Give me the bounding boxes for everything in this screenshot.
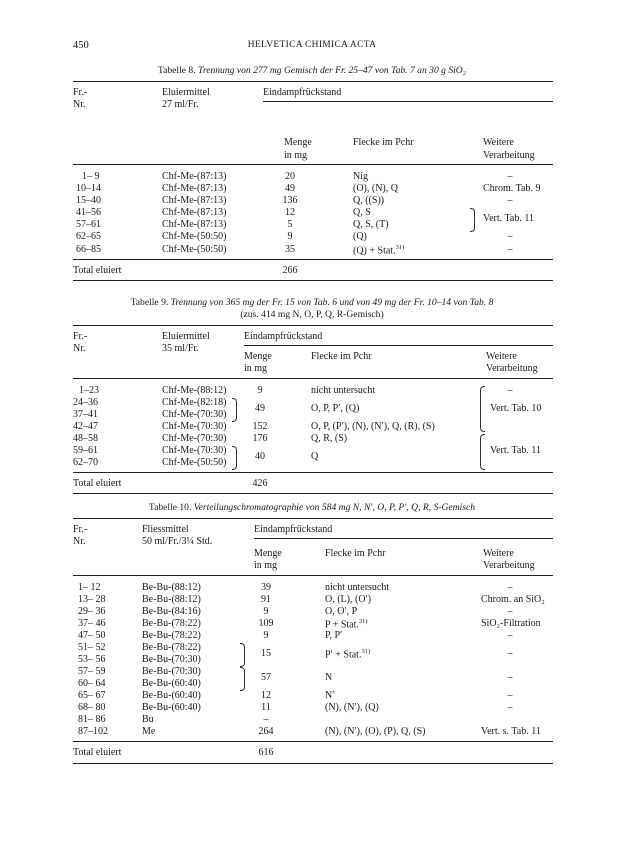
fraction-cell: 59–61 xyxy=(73,445,98,456)
fraction-cell: 1– 12 xyxy=(78,582,101,593)
group-mass-cell: 40 xyxy=(255,451,265,462)
eluent-cell: Be-Bu-(84:16) xyxy=(142,606,201,617)
header-fr: Fr.- xyxy=(73,524,88,535)
eluent-cell: Chf-Me-(87:13) xyxy=(162,219,227,230)
rule xyxy=(244,345,553,346)
rule xyxy=(73,518,553,519)
fraction-cell: 51– 52 xyxy=(78,642,106,653)
header-weitere: Weitere xyxy=(483,137,514,148)
brace xyxy=(480,434,485,470)
fraction-cell: 60– 64 xyxy=(78,678,106,689)
spots-cell: N′ xyxy=(325,690,335,701)
header-menge: Menge xyxy=(244,351,272,362)
page-number: 450 xyxy=(73,40,89,51)
header-menge: Menge xyxy=(254,548,282,559)
total-label: Total eluiert xyxy=(73,265,122,276)
header-mobile-phase: Fliessmittel xyxy=(142,524,189,535)
eluent-cell: Be-Bu-(78:22) xyxy=(142,630,201,641)
total-value: 616 xyxy=(258,747,274,758)
total-value: 426 xyxy=(252,478,268,489)
header-flecke: Flecke im Pchr xyxy=(353,137,414,148)
processing-cell: Vert. s. Tab. 11 xyxy=(481,726,541,737)
fraction-cell: 42–47 xyxy=(73,421,98,432)
spots-cell: Q, R, (S) xyxy=(311,433,348,444)
fraction-cell: 87–102 xyxy=(78,726,108,737)
processing-cell: – xyxy=(507,385,513,396)
eluent-cell: Be-Bu-(78:22) xyxy=(142,618,201,629)
eluent-cell: Chf-Me-(70:30) xyxy=(162,421,227,432)
eluent-cell: Chf-Me-(87:13) xyxy=(162,195,227,206)
eluent-cell: Chf-Me-(70:30) xyxy=(162,433,227,444)
eluent-cell: Be-Bu-(70:30) xyxy=(142,654,201,665)
mass-cell: 20 xyxy=(285,171,295,182)
group-processing-cell: Vert. Tab. 11 xyxy=(490,445,541,456)
spots-cell xyxy=(325,618,368,630)
brace xyxy=(232,446,237,470)
group-processing-cell: – xyxy=(507,648,513,659)
table-10-label: Tabelle 10. xyxy=(148,502,192,513)
header-flecke: Flecke im Pchr xyxy=(325,548,386,559)
rule xyxy=(73,575,553,576)
eluent-cell: Be-Bu-(70:30) xyxy=(142,666,201,677)
spots-cell: O, P, (P′), (N), (N′), Q, (R), (S) xyxy=(311,421,435,432)
header-fr: Fr.- xyxy=(73,331,88,342)
fraction-cell: 37– 46 xyxy=(78,618,106,629)
spots-cell: (N), (N′), (O), (P), Q, (S) xyxy=(325,726,426,737)
header-eluent: Eluiermittel xyxy=(162,331,210,342)
rule xyxy=(73,763,553,764)
fraction-cell: 57– 59 xyxy=(78,666,106,677)
group-spots-cell: Q xyxy=(311,451,319,462)
rule xyxy=(73,493,553,494)
group-mass-cell: 57 xyxy=(261,672,271,683)
fraction-cell: 62–70 xyxy=(73,457,98,468)
spots-text: (Q) + Stat. xyxy=(353,245,396,257)
spots-cell: nicht untersucht xyxy=(325,582,390,593)
fraction-cell: 41–56 xyxy=(76,207,101,218)
rule xyxy=(73,472,553,473)
fraction-cell: 15–40 xyxy=(76,195,101,206)
eluent-cell: Be-Bu-(60:40) xyxy=(142,678,201,689)
footnote-ref: 31) xyxy=(395,244,405,251)
fraction-cell: 81– 86 xyxy=(78,714,106,725)
rule xyxy=(73,741,553,742)
fraction-cell: 1–23 xyxy=(79,385,99,396)
spots-cell: Q, ((S)) xyxy=(353,195,385,206)
eluent-cell: Chf-Me-(82:18) xyxy=(162,397,227,408)
header-verarbeitung: Verarbeitung xyxy=(483,150,535,161)
eluent-cell: Bu xyxy=(142,714,154,725)
group-mass-cell: 15 xyxy=(261,648,271,659)
processing-cell: – xyxy=(507,195,513,206)
group-spots-cell xyxy=(325,648,370,660)
processing-cell: – xyxy=(507,244,513,255)
eluent-cell: Me xyxy=(142,726,156,737)
processing-cell: – xyxy=(507,231,513,242)
eluent-cell: Chf-Me-(87:13) xyxy=(162,183,227,194)
group-spots-cell: O, P, P′, (Q) xyxy=(311,403,360,414)
spots-cell: Q, S, (T) xyxy=(353,219,389,230)
rule xyxy=(73,164,553,165)
header-flecke: Flecke im Pchr xyxy=(311,351,372,362)
mass-cell: 9 xyxy=(287,231,293,242)
mass-cell: 12 xyxy=(285,207,295,218)
eluent-cell: Chf-Me-(70:30) xyxy=(162,445,227,456)
fraction-cell: 29– 36 xyxy=(78,606,106,617)
table-9-label: Tabelle 9. xyxy=(130,297,169,308)
group-spots-cell: N xyxy=(325,672,333,683)
spots-cell: Q, S xyxy=(353,207,371,218)
rule xyxy=(73,378,553,379)
spots-cell: O, (L), (O′) xyxy=(325,594,372,605)
header-verarbeitung: Verarbeitung xyxy=(483,560,535,571)
mass-cell: 9 xyxy=(263,606,269,617)
mass-cell: – xyxy=(263,714,269,725)
fraction-cell: 53– 56 xyxy=(78,654,106,665)
processing-cell: Chrom. an SiO₂ xyxy=(481,594,545,605)
table-10-title: Verteilungschromatographie von 584 mg N, N′, O, P, P′, Q, R, S-Gemisch xyxy=(193,502,476,513)
eluent-cell: Be-Bu-(60:40) xyxy=(142,690,201,701)
brace xyxy=(480,386,485,432)
fraction-cell: 66–85 xyxy=(76,244,101,255)
mass-cell: 11 xyxy=(261,702,271,713)
rule xyxy=(73,81,553,82)
mass-cell: 9 xyxy=(263,630,269,641)
header-in-mg: in mg xyxy=(284,150,308,161)
mass-cell: 12 xyxy=(261,690,271,701)
brace xyxy=(240,667,245,691)
mass-cell: 35 xyxy=(285,244,295,255)
brace xyxy=(470,208,475,232)
processing-cell: – xyxy=(507,630,513,641)
header-nr: Nr. xyxy=(73,343,86,354)
header-in-mg: in mg xyxy=(254,560,278,571)
group-processing-cell: Vert. Tab. 11 xyxy=(483,213,534,224)
rule xyxy=(73,280,553,281)
header-weitere: Weitere xyxy=(486,351,517,362)
eluent-cell: Be-Bu-(88:12) xyxy=(142,582,201,593)
fraction-cell: 48–58 xyxy=(73,433,98,444)
header-in-mg: in mg xyxy=(244,363,268,374)
header-eluent-volume: 27 ml/Fr. xyxy=(162,99,199,110)
processing-cell: – xyxy=(507,582,513,593)
footnote-ref: 31) xyxy=(361,648,371,655)
eluent-cell: Chf-Me-(88:12) xyxy=(162,385,227,396)
mass-cell: 9 xyxy=(257,385,263,396)
rule xyxy=(73,325,553,326)
total-value: 266 xyxy=(282,265,298,276)
processing-cell: – xyxy=(507,690,513,701)
header-weitere: Weitere xyxy=(483,548,514,559)
table-9-subtitle: (zus. 414 mg N, O, P, Q, R-Gemisch) xyxy=(240,309,384,320)
header-residue: Eindampfrückstand xyxy=(254,524,333,535)
mass-cell: 39 xyxy=(261,582,271,593)
mass-cell: 176 xyxy=(252,433,268,444)
table-9-caption xyxy=(0,297,624,308)
group-processing-cell: – xyxy=(507,672,513,683)
spots-text: P′ + Stat. xyxy=(325,649,362,661)
header-residue: Eindampfrückstand xyxy=(244,331,323,342)
spots-cell xyxy=(353,244,404,256)
fraction-cell: 10–14 xyxy=(76,183,101,194)
eluent-cell: Be-Bu-(60:40) xyxy=(142,702,201,713)
footnote-ref: 31) xyxy=(358,618,368,625)
eluent-cell: Be-Bu-(88:12) xyxy=(142,594,201,605)
fraction-cell: 1– 9 xyxy=(82,171,100,182)
brace xyxy=(240,643,245,667)
header-fr: Fr.- xyxy=(73,87,88,98)
group-processing-cell: Vert. Tab. 10 xyxy=(490,403,542,414)
processing-cell: Chrom. Tab. 9 xyxy=(483,183,541,194)
journal-title: HELVETICA CHIMICA ACTA xyxy=(247,40,377,50)
processing-cell: – xyxy=(507,702,513,713)
header-eluent: Eluiermittel xyxy=(162,87,210,98)
fraction-cell: 37–41 xyxy=(73,409,98,420)
eluent-cell: Chf-Me-(70:30) xyxy=(162,409,227,420)
mass-cell: 49 xyxy=(285,183,295,194)
header-verarbeitung: Verarbeitung xyxy=(486,363,538,374)
table-10-caption xyxy=(0,502,624,513)
mass-cell: 136 xyxy=(282,195,298,206)
fraction-cell: 68– 80 xyxy=(78,702,106,713)
fraction-cell: 57–61 xyxy=(76,219,101,230)
spots-cell: (O), (N), Q xyxy=(353,183,398,194)
group-mass-cell: 49 xyxy=(255,403,265,414)
spots-cell: (N), (N′), (Q) xyxy=(325,702,379,713)
header-menge: Menge xyxy=(284,137,312,148)
eluent-cell: Chf-Me-(87:13) xyxy=(162,207,227,218)
total-label: Total eluiert xyxy=(73,478,122,489)
fraction-cell: 13– 28 xyxy=(78,594,106,605)
fraction-cell: 62–65 xyxy=(76,231,101,242)
mass-cell: 109 xyxy=(258,618,274,629)
mass-cell: 5 xyxy=(287,219,293,230)
mass-cell: 91 xyxy=(261,594,271,605)
fraction-cell: 65– 67 xyxy=(78,690,106,701)
header-residue: Eindampfrückstand xyxy=(263,87,342,98)
rule xyxy=(254,538,553,539)
eluent-cell: Be-Bu-(78:22) xyxy=(142,642,201,653)
fraction-cell: 47– 50 xyxy=(78,630,106,641)
processing-cell: – xyxy=(507,606,513,617)
spots-cell: O, O′, P xyxy=(325,606,358,617)
spots-cell: P, P′ xyxy=(325,630,343,641)
spots-cell: Nig xyxy=(353,171,368,182)
table-8-title: Trennung von 277 mg Gemisch der Fr. 25–47 von Tab. 7 an 30 g SiO₂ xyxy=(198,65,467,76)
processing-cell: – xyxy=(507,171,513,182)
eluent-cell: Chf-Me-(87:13) xyxy=(162,171,227,182)
eluent-cell: Chf-Me-(50:50) xyxy=(162,244,227,255)
table-9-title: Trennung von 365 mg der Fr. 15 von Tab. 6 und von 49 mg der Fr. 10–14 von Tab. 8 xyxy=(170,297,494,308)
eluent-cell: Chf-Me-(50:50) xyxy=(162,457,227,468)
header-nr: Nr. xyxy=(73,99,86,110)
eluent-cell: Chf-Me-(50:50) xyxy=(162,231,227,242)
table-8-caption xyxy=(0,65,624,76)
brace xyxy=(232,398,237,422)
spots-cell: nicht untersucht xyxy=(311,385,376,396)
spots-text: P + Stat. xyxy=(325,619,359,631)
rule xyxy=(73,259,553,260)
processing-cell: SiO₂-Filtration xyxy=(481,618,541,629)
header-nr: Nr. xyxy=(73,536,86,547)
fraction-cell: 24–36 xyxy=(73,397,98,408)
header-eluent-volume: 35 ml/Fr. xyxy=(162,343,199,354)
mass-cell: 264 xyxy=(258,726,274,737)
header-flow-rate: 50 ml/Fr./3¼ Std. xyxy=(142,536,213,547)
mass-cell: 152 xyxy=(252,421,268,432)
spots-cell: (Q) xyxy=(353,231,367,242)
table-8-label: Tabelle 8. xyxy=(157,65,196,76)
rule xyxy=(263,101,553,102)
total-label: Total eluiert xyxy=(73,747,122,758)
